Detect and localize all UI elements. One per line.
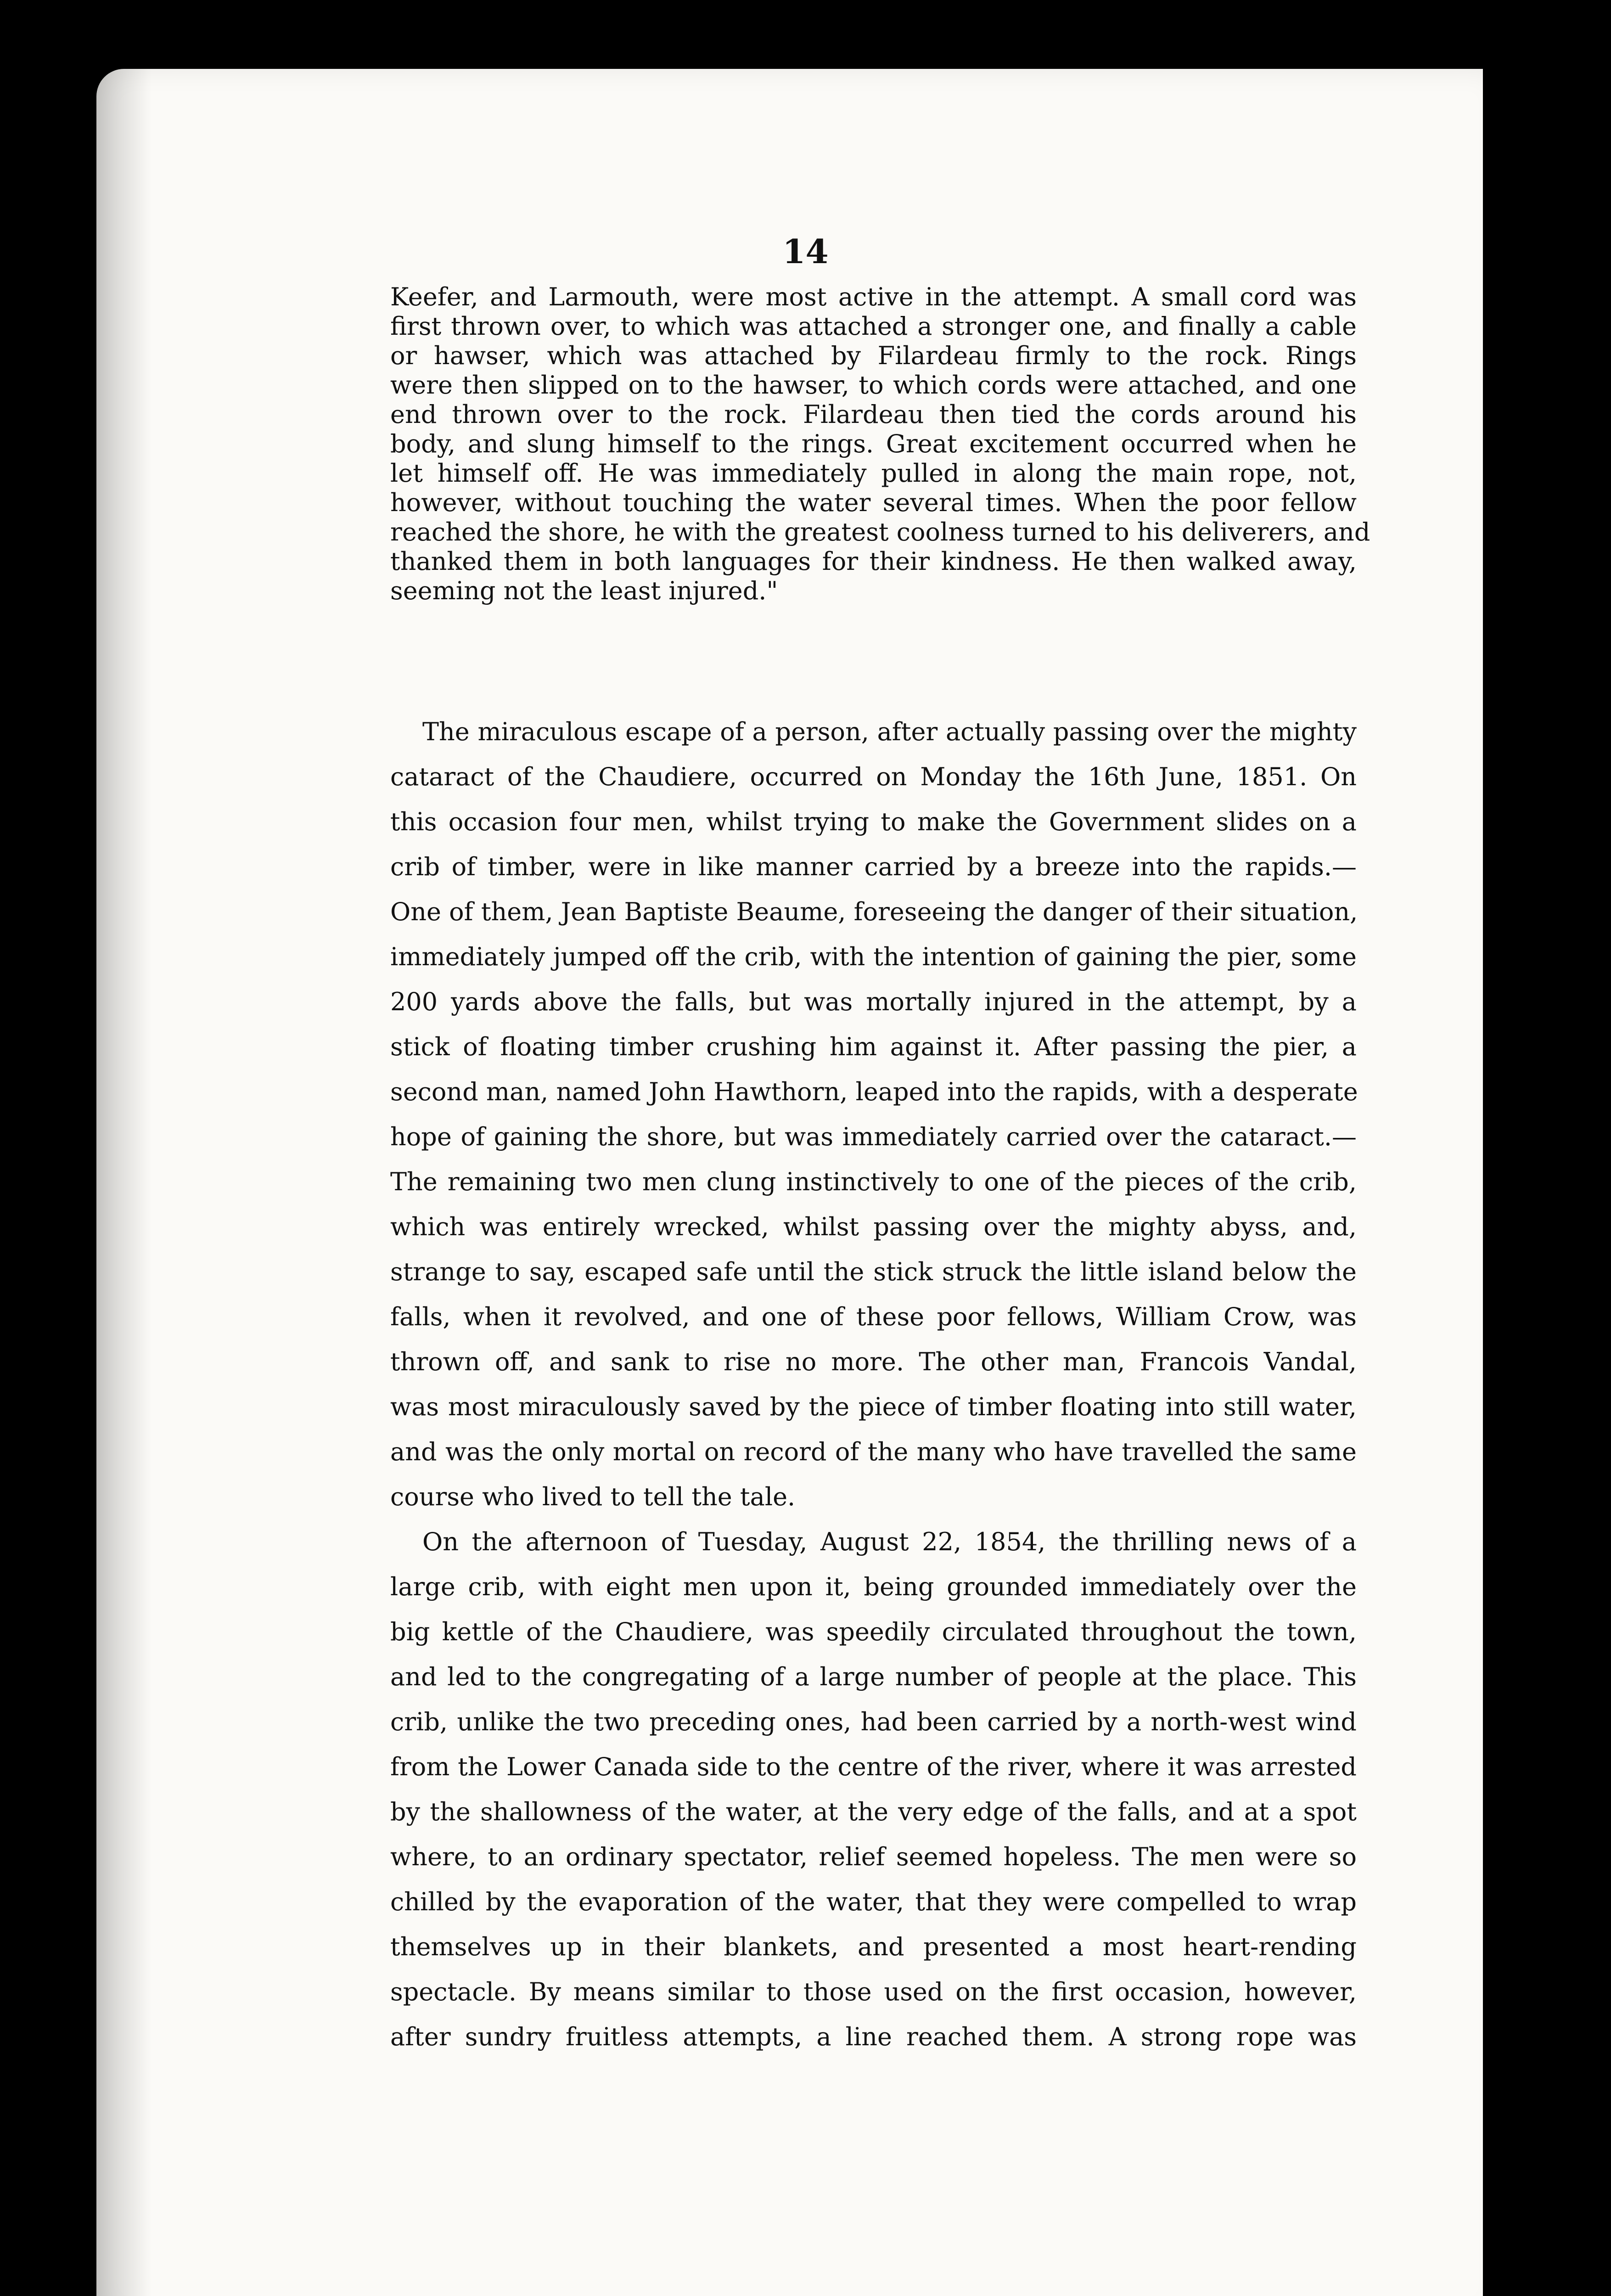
- paragraph: [390, 709, 1357, 1519]
- text-line: One of them, Jean Baptiste Beaume, foreseeing the danger of their situation,: [390, 897, 1358, 926]
- text-line: hope of gaining the shore, but was immediately carried over the cataract.—: [390, 1122, 1357, 1151]
- text-line: cataract of the Chaudiere, occurred on Monday the 16th June, 1851. On: [390, 762, 1357, 791]
- text-line: chilled by the evaporation of the water, that they were compelled to wrap: [390, 1887, 1357, 1916]
- text-line: reached the shore, he with the greatest coolness turned to his deliverers, and: [390, 518, 1370, 546]
- text-line: The remaining two men clung instinctively to one of the pieces of the crib,: [390, 1167, 1357, 1196]
- page-number: 14: [782, 232, 829, 271]
- text-line: body, and slung himself to the rings. Great excitement occurred when he: [390, 429, 1357, 458]
- text-line: were then slipped on to the hawser, to which cords were attached, and one: [390, 371, 1357, 400]
- text-line: let himself off. He was immediately pulled in along the main rope, not,: [390, 459, 1357, 488]
- body-text: [390, 709, 1357, 2060]
- text-line: first thrown over, to which was attached a stronger one, and finally a cable: [390, 312, 1357, 341]
- text-line: themselves up in their blankets, and presented a most heart-rending: [390, 1932, 1357, 1961]
- paragraph: [390, 1519, 1357, 2060]
- text-line: and led to the congregating of a large number of people at the place. This: [390, 1662, 1357, 1691]
- text-line: The miraculous escape of a person, after actually passing over the mighty: [422, 717, 1357, 746]
- text-line: however, without touching the water several times. When the poor fellow: [390, 488, 1357, 517]
- text-line: end thrown over to the rock. Filardeau then tied the cords around his: [390, 400, 1357, 429]
- text-line: spectacle. By means similar to those used on the first occasion, however,: [390, 1977, 1357, 2006]
- text-line: big kettle of the Chaudiere, was speedily circulated throughout the town,: [390, 1617, 1357, 1646]
- text-line: falls, when it revolved, and one of these poor fellows, William Crow, was: [390, 1302, 1357, 1331]
- text-line: crib, unlike the two preceding ones, had been carried by a north-west wind: [390, 1707, 1357, 1736]
- text-line: thanked them in both languages for their kindness. He then walked away,: [390, 547, 1357, 576]
- text-line: and was the only mortal on record of the many who have travelled the same: [390, 1437, 1357, 1466]
- text-line: which was entirely wrecked, whilst passing over the mighty abyss, and,: [390, 1212, 1357, 1241]
- text-line: 200 yards above the falls, but was mortally injured in the attempt, by a: [390, 987, 1357, 1016]
- text-line: where, to an ordinary spectator, relief seemed hopeless. The men were so: [390, 1842, 1357, 1871]
- text-line: from the Lower Canada side to the centre of the river, where it was arrested: [390, 1752, 1357, 1781]
- text-line: course who lived to tell the tale.: [390, 1482, 796, 1511]
- text-line: On the afternoon of Tuesday, August 22, 1854, the thrilling news of a: [422, 1527, 1357, 1556]
- text-line: stick of floating timber crushing him against it. After passing the pier, a: [390, 1032, 1357, 1061]
- text-line: seeming not the least injured.": [390, 576, 778, 605]
- text-line: strange to say, escaped safe until the stick struck the little island below the: [390, 1257, 1357, 1286]
- text-line: large crib, with eight men upon it, being grounded immediately over the: [390, 1572, 1357, 1601]
- text-line: or hawser, which was attached by Filardeau firmly to the rock. Rings: [390, 341, 1357, 370]
- page-shadow-left: [96, 69, 152, 2296]
- text-line: this occasion four men, whilst trying to make the Government slides on a: [390, 807, 1357, 836]
- text-line: second man, named John Hawthorn, leaped into the rapids, with a desperate: [390, 1077, 1358, 1106]
- quote-continuation: [390, 282, 1370, 606]
- text-line: thrown off, and sank to rise no more. The other man, Francois Vandal,: [390, 1347, 1357, 1376]
- text-line: Keefer, and Larmouth, were most active in the attempt. A small cord was: [390, 282, 1357, 311]
- text-line: crib of timber, were in like manner carried by a breeze into the rapids.—: [390, 852, 1357, 881]
- page-edge-right: [1483, 55, 1510, 2296]
- text-line: after sundry fruitless attempts, a line reached them. A strong rope was: [390, 2022, 1357, 2051]
- text-line: immediately jumped off the crib, with the intention of gaining the pier, some: [390, 942, 1357, 971]
- text-line: by the shallowness of the water, at the very edge of the falls, and at a spot: [390, 1797, 1357, 1826]
- text-line: was most miraculously saved by the piece of timber floating into still water,: [390, 1392, 1357, 1421]
